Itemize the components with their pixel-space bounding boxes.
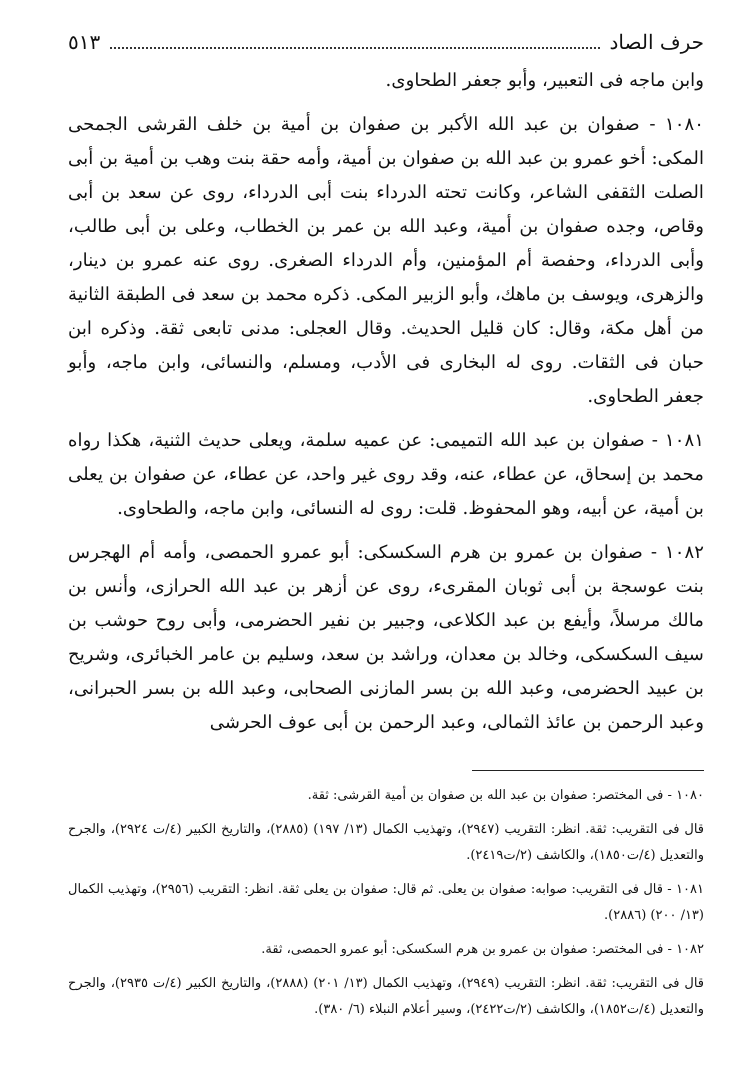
paragraph-continuation: وابن ماجه فى التعبير، وأبو جعفر الطحاوى.	[385, 70, 704, 91]
main-text	[68, 64, 704, 740]
page-number: ٥١٣	[68, 30, 101, 54]
entry-1080: ١٠٨٠ - صفوان بن عبد الله الأكبر بن صفوان بن أمية بن خلف القرشى الجمحى المكى: أخو عمرو بن عبد الله بن صفوان بن أمية، وأمه حقة بنت وهب بن أمية بن أبى الصلت الثقفى الشاعر، وكانت تحته الدرداء بنت أبى الدرداء، روى عن سعد بن أبى وقاص، وجده صفوان بن أمية، وعبد الله بن عمر بن الخطاب، وعلى بن أبى طالب، وأبى الدرداء، وحفصة أم المؤمنين، وأم الدرداء الصغرى. روى عنه عمرو بن دينار، والزهرى، ويوسف بن ماهك، وأبو الزبير المكى. ذكره محمد بن سعد فى الطبقة الثانية من أهل مكة، وقال: كان قليل الحديث. وقال العجلى: مدنى تابعى ثقة. وذكره ابن حبان فى الثقات. روى له البخارى فى الأدب، ومسلم، والنسائى، وابن ماجه، وأبو جعفر الطحاوى.	[68, 114, 704, 407]
entry-1082: ١٠٨٢ - صفوان بن عمرو بن هرم السكسكى: أبو عمرو الحمصى، وأمه أم الهجرس بنت عوسجة بن أبى ثوبان المقرىء، روى عن أزهر بن عبد الله الحرازى، وأنس بن مالك مرسلاً، وأيفع بن عبد الكلاعى، وجبير بن نفير الحضرمى، وأبى روح حوشب بن سيف السكسكى، وخالد بن معدان، وراشد بن سعد، وسليم بن عامر الخبائرى، وشريح بن عبيد الحضرمى، وعبد الله بن بسر المازنى الصحابى، وعبد الله بن بسر الحبرانى، وعبد الرحمن بن عائذ الثمالى، وعبد الرحمن بن أبى عوف الحرشى	[68, 542, 704, 733]
footnote-1082: ١٠٨٢ - فى المختصر: صفوان بن عمرو بن هرم السكسكى: أبو عمرو الحمصى، ثقة.	[261, 942, 704, 957]
footnote-1081: ١٠٨١ - قال فى التقريب: صوابه: صفوان بن يعلى. ثم قال: صفوان بن يعلى ثقة. انظر: التقريب (٢٩٥٦)، وتهذيب الكمال (١٣/ ٢٠٠) (٢٨٨٦).	[68, 882, 704, 923]
footnotes	[68, 783, 704, 1023]
running-header	[68, 30, 704, 64]
footnote-separator	[472, 770, 704, 771]
header-dotted-leader	[110, 46, 599, 49]
footnote-1080-detail: قال فى التقريب: ثقة. انظر: التقريب (٢٩٤٧)، وتهذيب الكمال (١٣/ ١٩٧) (٢٨٨٥)، والتاريخ الكبير (٤/ت ٢٩٢٤)، والجرح والتعديل (٤/ت١٨٥٠)، والكاشف (٢/ت٢٤١٩).	[68, 822, 704, 863]
section-title: حرف الصاد	[609, 30, 704, 54]
footnote-1082-detail: قال فى التقريب: ثقة. انظر: التقريب (٢٩٤٩)، وتهذيب الكمال (١٣/ ٢٠١) (٢٨٨٨)، والتاريخ الكبير (٤/ت ٢٩٣٥)، والجرح والتعديل (٤/ت١٨٥٢)، والكاشف (٢/ت٢٤٢٢)، وسير أعلام النبلاء (٦/ ٣٨٠).	[68, 976, 704, 1017]
footnote-1080: ١٠٨٠ - فى المختصر: صفوان بن عبد الله بن صفوان بن أمية القرشى: ثقة.	[307, 788, 704, 803]
book-page	[68, 30, 704, 1070]
entry-1081: ١٠٨١ - صفوان بن عبد الله التميمى: عن عميه سلمة، ويعلى حديث الثنية، هكذا رواه محمد بن إسحاق، عن عطاء، عنه، وقد روى غير واحد، عن عطاء، عن صفوان بن يعلى بن أمية، عن أبيه، وهو المحفوظ. قلت: روى له النسائى، وابن ماجه، والطحاوى.	[68, 430, 704, 519]
